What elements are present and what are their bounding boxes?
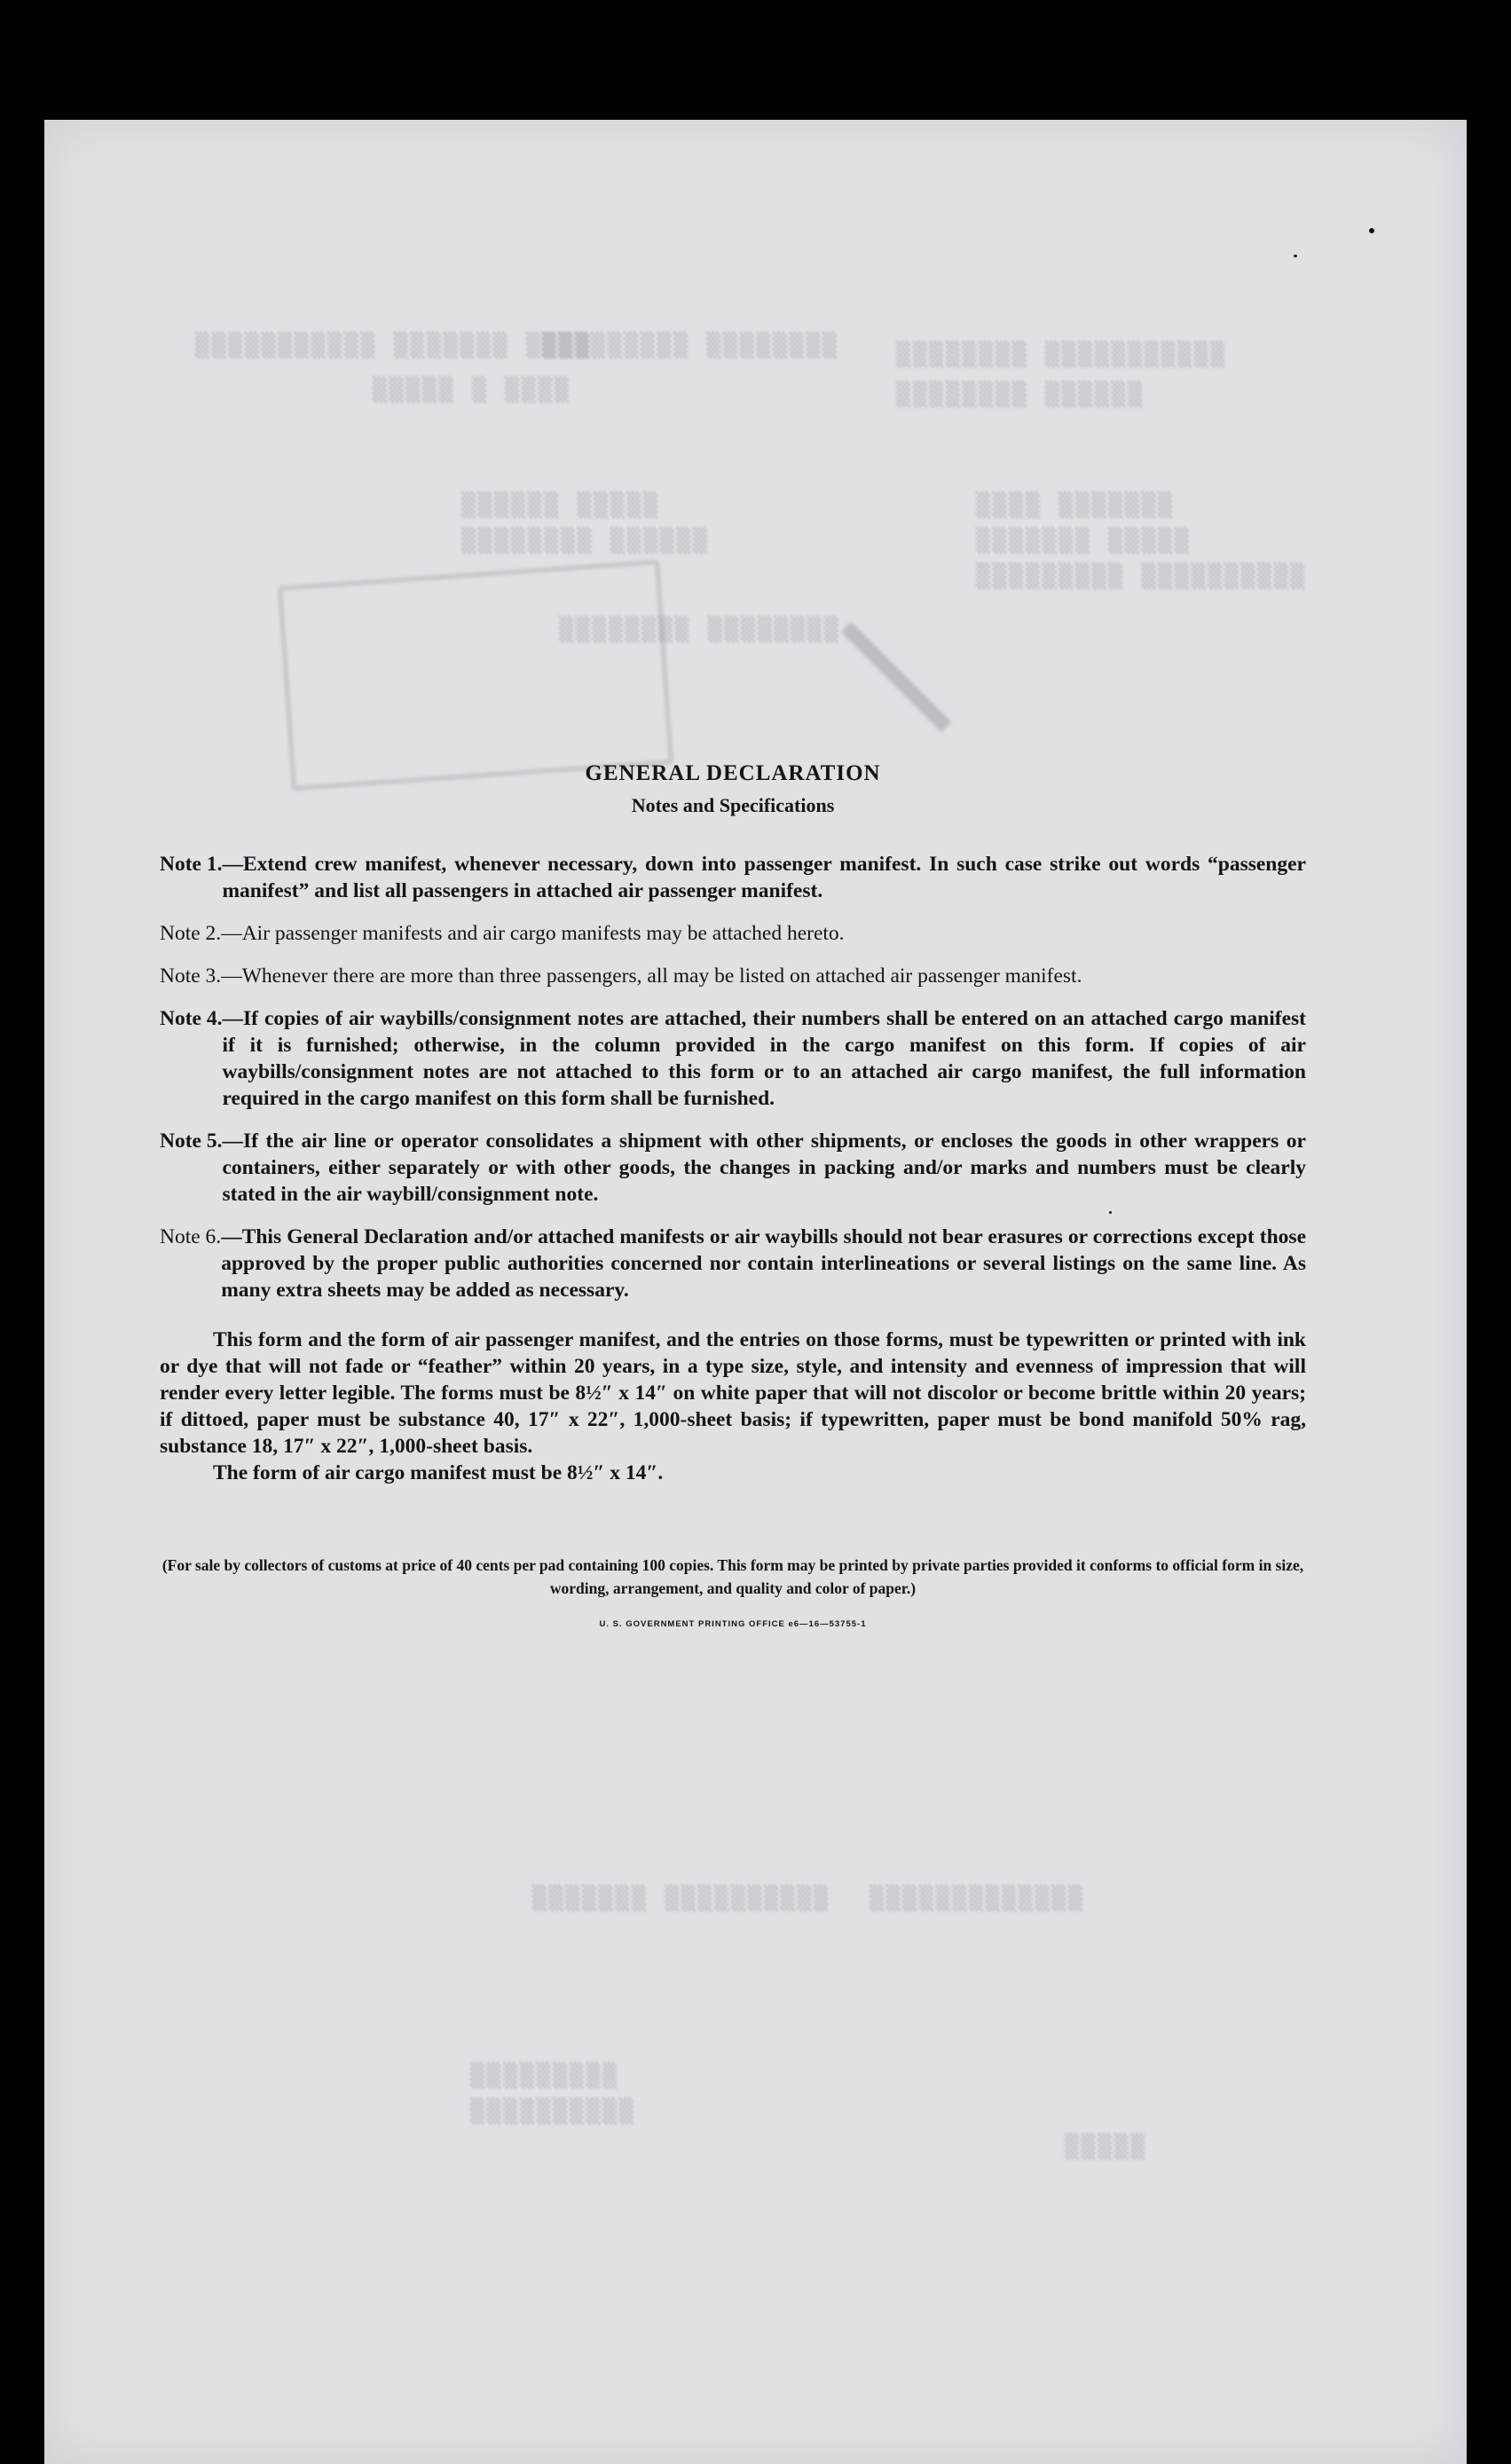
note-label: Note 5.: [160, 1130, 223, 1153]
show-through-text: ▒▒▒▒▒▒▒▒▒ ▒▒▒▒▒▒▒▒▒▒: [976, 563, 1308, 590]
general-declaration-notes: [160, 759, 1306, 1629]
sale-notice: (For sale by collectors of customs at price of 40 cents per pad containing 100 copies. This form may be printed by private parties provided it conforms to official form in size, wording, arrangement, and quality and color of paper.): [161, 1556, 1304, 1597]
show-through-text: ▒▒▒▒▒▒▒▒ ▒▒▒▒▒▒: [896, 382, 1145, 408]
note-1: [160, 851, 1306, 904]
show-through-text: ▒▒▒▒▒: [1065, 2134, 1148, 2161]
form-requirements-paragraph: This form and the form of air passenger manifest, and the entries on those forms, must be typewritten or printed with ink or dye that will not fade or “feather” within 20 years, in a type size, style, and intensity and evenness of impression that will render every letter legible. The forms must be 8½″ x 14″ on white paper that will not discolor or become brittle within 20 years; if dittoed, paper must be substance 40, 17″ x 22″, 1,000-sheet basis; if typewritten, paper must be bond manifold 50% rag, substance 18, 17″ x 22″, 1,000-sheet basis.: [160, 1328, 1306, 1458]
note-label: Note 1.: [160, 853, 223, 876]
show-through-text: ▒▒▒▒▒▒▒ ▒▒▒▒▒: [976, 528, 1192, 555]
show-through-text: ▒▒▒▒▒▒▒▒ ▒▒▒▒▒▒▒▒▒▒▒: [896, 342, 1228, 368]
note-4: [160, 1005, 1306, 1112]
note-text: —This General Declaration and/or attached manifests or air waybills should not bear erasures or corrections except those approved by the proper public authorities concerned nor contain interlineations or several listings on the same line. As many extra sheets may be added as necessary.: [221, 1225, 1306, 1302]
note-label: Note 4.: [160, 1007, 223, 1030]
show-through-text: ▒▒▒▒▒▒▒▒▒▒▒▒▒: [870, 1885, 1085, 1912]
show-through-mark: [841, 622, 951, 732]
show-through-text: ▒▒▒▒▒▒▒▒▒▒: [470, 2098, 636, 2125]
show-through-text: ▒▒▒▒▒▒▒▒▒ ▒▒▒▒▒▒▒▒: [541, 333, 839, 359]
document-heading: GENERAL DECLARATION: [585, 761, 881, 785]
show-through-text: ▒▒▒▒▒▒▒▒▒: [470, 2063, 619, 2090]
note-text: —Whenever there are more than three passengers, all may be listed on attached air passenger manifest.: [221, 964, 1082, 988]
note-label: Note 2.: [160, 922, 222, 945]
show-through-text: ▒▒▒▒▒▒▒▒ ▒▒▒▒▒▒: [461, 528, 710, 555]
note-label: Note 6.: [160, 1225, 222, 1248]
show-through-text: ▒▒▒▒▒▒ ▒▒▒▒▒: [461, 492, 660, 519]
show-through-stamp: [277, 559, 673, 791]
note-5: [160, 1128, 1306, 1208]
note-text: —If the air line or operator consolidates a shipment with other shipments, or encloses the goods in other wrappers or containers, either separately or with other goods, the changes in packing and/or marks and numbers must be clearly stated in the air waybill/consignment note.: [222, 1130, 1306, 1206]
document-subheading: Notes and Specifications: [631, 794, 835, 816]
show-through-text: ▒▒▒▒ ▒▒▒▒▒▒▒: [976, 492, 1175, 519]
printer-imprint: U. S. GOVERNMENT PRINTING OFFICE e6—16—53755-1: [599, 1619, 867, 1629]
note-text: —Extend crew manifest, whenever necessary, down into passenger manifest. In such case strike out words “passenger manifest” and list all passengers in attached air passenger manifest.: [222, 853, 1306, 902]
note-2: [160, 920, 1306, 947]
note-6: [160, 1224, 1306, 1303]
note-label: Note 3.: [160, 964, 222, 988]
note-text: —Air passenger manifests and air cargo manifests may be attached hereto.: [221, 922, 845, 945]
note-text: —If copies of air waybills/consignment notes are attached, their numbers shall be entered on an attached cargo manifest if it is furnished; otherwise, in the column provided in the cargo manifest on this form. If copies of air waybills/consignment notes are not attached to this form or to an attached air cargo manifest, the full information required in the cargo manifest on this form shall be furnished.: [222, 1007, 1306, 1110]
cargo-manifest-size-note: The form of air cargo manifest must be 8½″ x 14″.: [213, 1461, 664, 1484]
show-through-text: ▒▒▒▒▒ ▒ ▒▒▒▒: [373, 377, 571, 404]
note-3: [160, 963, 1306, 989]
show-through-text: ▒▒▒▒▒▒▒ ▒▒▒▒▒▒▒▒▒▒: [532, 1885, 830, 1912]
show-through-text: ▒▒▒▒▒▒▒▒▒▒▒ ▒▒▒▒▒▒▒ ▒▒▒▒: [195, 333, 593, 359]
show-through-text: ▒▒▒▒▒▒▒▒ ▒▒▒▒▒▒▒▒: [559, 617, 841, 643]
